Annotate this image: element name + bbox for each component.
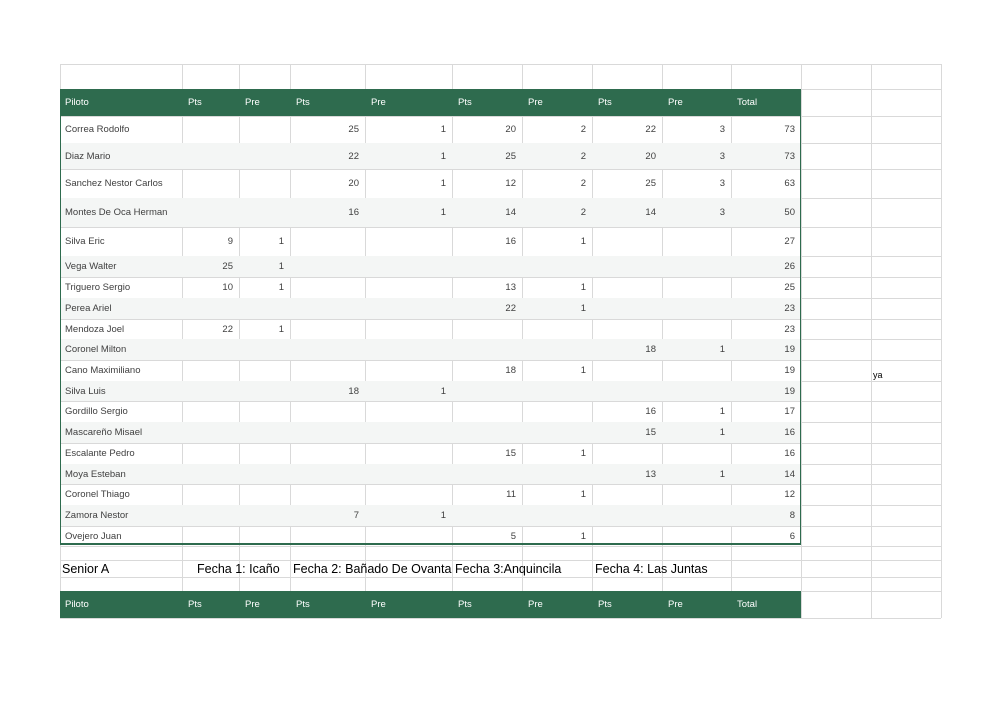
fecha-2-label: Fecha 2: Bañado De Ovanta [293,562,452,576]
piloto-name: Silva Luis [65,385,106,397]
header-pts-fecha-2: Pts [296,97,310,108]
cell-f4-pre: 3 [719,124,725,135]
cell-f1-pre: 1 [278,323,284,335]
cell-f4-pre: 3 [719,207,725,218]
piloto-name: Triguero Sergio [65,282,131,293]
cell-total: 50 [784,207,795,218]
cell-f1-pts: 25 [222,261,233,272]
fecha-1-label: Fecha 1: Icaño [197,562,280,576]
cell-f3-pts: 18 [505,365,516,376]
cell-f3-pre: 1 [580,489,586,500]
cell-total: 23 [784,303,795,314]
cell-f1-pts: 9 [227,236,233,247]
cell-f3-pts: 11 [506,489,516,500]
cell-f3-pre: 1 [580,530,586,542]
cell-f4-pts: 15 [645,427,656,438]
piloto-name: Cano Maximiliano [65,365,141,376]
grid-column-line [801,64,802,618]
cell-total: 14 [784,468,795,480]
cell-f2-pre: 1 [440,385,446,397]
cell-f3-pts: 13 [505,282,516,293]
piloto-name: Diaz Mario [65,150,111,162]
cell-total: 63 [784,178,795,189]
cell-f3-pre: 2 [580,178,586,189]
grid-row-line [60,618,941,619]
header-pts-fecha-2: Pts [296,599,310,610]
piloto-name: Sanchez Nestor Carlos [65,178,163,189]
category-title: Senior A [62,562,110,576]
grid-column-line [871,64,872,618]
cell-f3-pre: 1 [580,303,586,314]
piloto-name: Escalante Pedro [65,448,135,459]
cell-total: 17 [784,406,795,417]
cell-f3-pre: 2 [580,207,586,218]
fecha-3-label: Fecha 3:Anquincila [455,562,562,576]
piloto-name: Mendoza Joel [65,323,125,335]
grid-row-line [60,64,941,65]
cell-f2-pre: 1 [440,150,446,162]
cell-f1-pre: 1 [278,261,284,272]
cell-total: 19 [784,365,795,376]
cell-f3-pre: 1 [580,365,586,376]
cell-total: 12 [784,489,795,500]
cell-f4-pts: 14 [645,207,656,218]
cell-total: 16 [784,448,795,459]
table-border [60,116,801,545]
cell-f2-pre: 1 [440,207,446,218]
cell-f3-pts: 22 [505,303,516,314]
cell-f4-pre: 1 [719,468,725,480]
piloto-name: Perea Ariel [65,303,112,314]
cell-f3-pre: 1 [580,282,586,293]
piloto-name: Gordillo Sergio [65,406,128,417]
piloto-name: Coronel Milton [65,344,127,355]
cell-total: 73 [784,150,795,162]
header-pre-fecha-1: Pre [245,97,260,108]
piloto-name: Coronel Thiago [65,489,130,500]
cell-total: 23 [784,323,795,335]
cell-f3-pre: 1 [580,448,586,459]
cell-f3-pts: 15 [505,448,516,459]
cell-f4-pts: 13 [645,468,656,480]
header-piloto: Piloto [65,599,89,610]
piloto-name: Zamora Nestor [65,510,129,521]
cell-f3-pts: 16 [505,236,516,247]
cell-f4-pre: 1 [719,344,725,355]
cell-f4-pts: 22 [645,124,656,135]
cell-f1-pts: 10 [222,282,233,293]
header-pts-fecha-1: Pts [188,97,202,108]
piloto-name: Vega Walter [65,261,117,272]
piloto-name: Silva Eric [65,236,105,247]
cell-f2-pts: 16 [348,207,359,218]
cell-total: 19 [784,344,795,355]
cell-total: 73 [784,124,795,135]
cell-total: 27 [784,236,795,247]
cell-f3-pre: 2 [580,150,586,162]
cell-f2-pts: 7 [353,510,359,521]
header-pts-fecha-1: Pts [188,599,202,610]
piloto-name: Mascareño Misael [65,427,143,438]
cell-f4-pts: 20 [645,150,656,162]
cell-f4-pre: 3 [719,178,725,189]
cell-f3-pts: 12 [505,178,516,189]
header-pts-fecha-3: Pts [458,97,472,108]
grid-column-line [941,64,942,618]
cell-total: 8 [789,510,795,521]
cell-total: 16 [784,427,795,438]
header-pre-fecha-3: Pre [528,97,543,108]
cell-f2-pts: 20 [348,178,359,189]
cell-f2-pts: 25 [348,124,359,135]
cell-f4-pts: 18 [645,344,656,355]
header-pre-fecha-2: Pre [371,599,386,610]
fecha-4-label: Fecha 4: Las Juntas [595,562,708,576]
header-pre-fecha-4: Pre [668,97,683,108]
header-total: Total [737,97,758,108]
cell-f3-pts: 5 [510,530,516,542]
cell-f1-pts: 22 [222,323,233,335]
cell-total: 19 [784,385,795,397]
side-note: ya [873,370,883,380]
cell-f2-pre: 1 [440,124,446,135]
piloto-name: Correa Rodolfo [65,124,130,135]
cell-f3-pre: 1 [580,236,586,247]
header-piloto: Piloto [65,97,89,108]
header-pts-fecha-4: Pts [598,599,612,610]
table-header-senior-a [60,591,801,618]
cell-total: 6 [789,530,795,542]
piloto-name: Ovejero Juan [65,530,122,542]
cell-total: 25 [784,282,795,293]
cell-f3-pts: 25 [505,150,516,162]
cell-f1-pre: 1 [278,282,284,293]
cell-f2-pre: 1 [440,178,446,189]
cell-f2-pts: 22 [348,150,359,162]
piloto-name: Moya Esteban [65,468,126,480]
header-pre-fecha-3: Pre [528,599,543,610]
grid-row-line [60,546,941,547]
cell-f4-pre: 3 [719,150,725,162]
cell-f4-pts: 25 [645,178,656,189]
cell-f3-pts: 20 [505,124,516,135]
header-pre-fecha-4: Pre [668,599,683,610]
table-header [60,89,801,116]
cell-f4-pre: 1 [719,427,725,438]
cell-f3-pts: 14 [505,207,516,218]
cell-f3-pre: 2 [580,124,586,135]
cell-total: 26 [784,261,795,272]
header-pre-fecha-1: Pre [245,599,260,610]
cell-f4-pre: 1 [719,406,725,417]
cell-f4-pts: 16 [645,406,656,417]
cell-f1-pre: 1 [278,236,284,247]
piloto-name: Montes De Oca Herman [65,207,168,218]
header-pts-fecha-4: Pts [598,97,612,108]
header-pts-fecha-3: Pts [458,599,472,610]
cell-f2-pre: 1 [440,510,446,521]
cell-f2-pts: 18 [348,385,359,397]
header-total: Total [737,599,758,610]
header-pre-fecha-2: Pre [371,97,386,108]
